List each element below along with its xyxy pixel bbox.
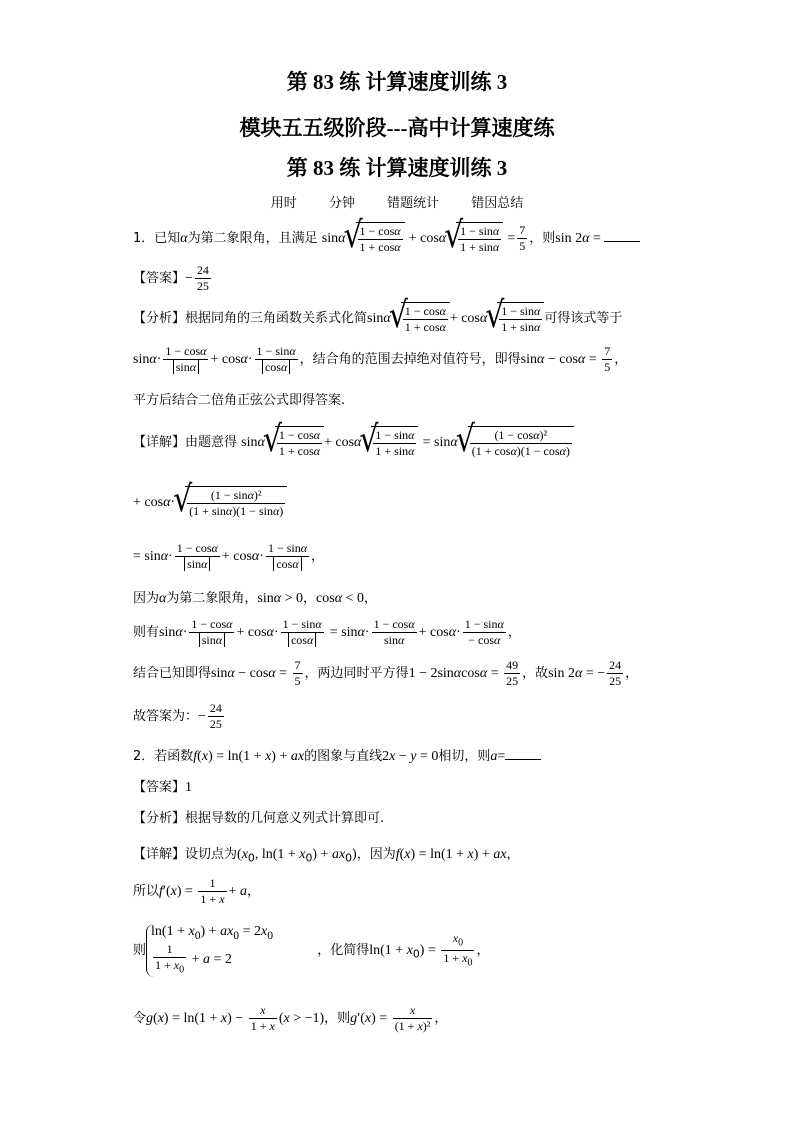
q2-detail-line4: 令g(x) = ln(1 + x) − $\frac{x}{1 + x}$ (x > −1)，则g′(x) = $\frac{x}{\text{(1 + x)²}}$ ， (133, 1003, 448, 1033)
q1-analysis-line3: 平方后结合二倍角正弦公式即得答案. (133, 393, 346, 408)
q1-combine: 结合已知即得 (133, 666, 212, 681)
detail-tag: 【详解】 (133, 847, 186, 862)
q2-detail-line2: 所以f′(x) = $\frac{1}{1 + x}$ + a， (133, 876, 260, 906)
q1-square-both: ，两边同时平方得 (304, 666, 409, 681)
q1-answer: 【答案】− $\frac{24}{25}$ (133, 263, 209, 293)
q1-analysis-text3: ，结合角的范围去掉绝对值符号，即得 (299, 352, 521, 367)
q1-stem-mid: 为第二象限角，且满足 (187, 231, 318, 246)
analysis-tag: 【分析】 (133, 311, 186, 326)
q1-detail-line5: 则有sinα· $\frac{1 - \cos\alpha}{\sin\alpha}$ + cosα· $\frac{1 - \sin\alpha}{\cos\alpha}$ = sinα· $\frac{1 - \cos\alpha}{\sin\alpha}$ + cosα· $\frac{1 - \sin\alpha}{- \cos\alpha}$ ， (133, 617, 521, 647)
analysis-tag: 【分析】 (133, 811, 186, 826)
q2-answer (133, 776, 192, 796)
q1-then-have: 则有 (133, 625, 160, 640)
q1-because: 因为 (133, 591, 160, 606)
q1-answer-blank (604, 229, 640, 242)
q1-because-rest: 为第二象限角， (166, 591, 258, 606)
q1-analysis-text1: 根据同角的三角函数关系式化简 (185, 311, 368, 326)
stats-time: 用时 (270, 196, 297, 211)
q2-analysis (133, 807, 384, 826)
q2-stem-prefix: 2．若函数 (133, 749, 194, 764)
q2-answer-blank (505, 747, 541, 760)
q1-detail-line4: 因为α为第二象限角，sinα > 0，cosα < 0， (133, 591, 377, 606)
q2-so: 所以 (133, 884, 160, 899)
q1-detail-text1: 由题意得 (185, 435, 238, 450)
answer-tag: 【答案】 (133, 271, 186, 286)
q1-final-text: 故答案为： (133, 709, 199, 724)
equation-system: $\ln(1 + x_0) + ax_0 = 2x_0$ $\frac{1}{1 + x_0}$ + a = 2 (146, 924, 273, 977)
q2-detail-line1: 【详解】设切点为($x_0$, $\ln(1 + x_0) + ax_0$)，因为f(x) = ln(1 + x) + ax， (133, 847, 520, 865)
q1-analysis-line1: 【分析】根据同角的三角函数关系式化简sinα √ $\frac{1 - \cos\alpha}{1 + \cos\alpha}$ + cosα √ $\frac{1 - \sin\alpha}{1 + \sin\alpha}$ 可得该式等于 (133, 302, 622, 335)
q2-stem: 2．若函数f(x) = ln(1 + x) + ax的图象与直线2x − y = 0相切，则a= (133, 745, 541, 765)
q1-therefore: ，故 (522, 666, 549, 681)
q2-then: 则 (133, 943, 147, 959)
q1-final: 故答案为：− $\frac{24}{25}$ (133, 701, 222, 731)
q1-detail-line3: = sinα· $\frac{1 - \cos\alpha}{\sin\alpha}$ + cosα· $\frac{1 - \sin\alpha}{\cos\alpha}$ ， (133, 541, 325, 571)
q1-detail-line1: 【详解】由题意得 sinα √ $\frac{1 - \cos\alpha}{1 + \cos\alpha}$ + cosα √ $\frac{1 - \sin\alpha}{1 + \sin\alpha}$ = sinα √ $\frac{\text{(1 − cosα)²}}{(1 + \cos\alpha)(1 - \cos\alpha)}$ (133, 426, 574, 459)
stats-row (0, 192, 794, 211)
stats-causes: 错因总结 (471, 196, 524, 211)
module-heading: 模块五五级阶段---高中计算速度练 (239, 116, 555, 140)
q1-analysis-text2: 可得该式等于 (544, 311, 623, 326)
q2-stem-end: 相切，则 (438, 749, 491, 764)
q2-let: 令 (133, 1011, 147, 1026)
answer-tag: 【答案】 (133, 780, 186, 795)
q2-then2: ，则 (324, 1011, 351, 1026)
q1-stem-prefix: 1．已知 (133, 231, 181, 246)
q2-simplify: ，化简得 (317, 943, 370, 959)
stats-minutes: 分钟 (328, 196, 355, 211)
q2-detail-text1: 设切点为 (185, 847, 238, 862)
q1-stem-then: ，则 (529, 231, 556, 246)
q2-detail-text2: ，因为 (356, 847, 396, 862)
stats-errors: 错题统计 (387, 196, 440, 211)
q1-analysis-line2: sinα· $\frac{1 - \cos\alpha}{\sin\alpha}$ + cosα· $\frac{1 - \sin\alpha}{\cos\alpha}$ ，结合角的范围去掉绝对值符号，即得sinα − cosα = $\frac{7}{5}$ ， (133, 344, 628, 374)
q2-stem-mid: 的图象与直线 (304, 749, 383, 764)
page-title: 第 83 练 计算速度训练 3 (286, 70, 508, 94)
q1-detail-line6: 结合已知即得sinα − cosα = $\frac{7}{5}$ ，两边同时平方得1 − 2sinαcosα = $\frac{49}{25}$ ，故sin 2α = − $\frac{24}{25}$ ， (133, 658, 639, 688)
q2-answer-value: 1 (185, 780, 193, 795)
section-heading: 第 83 练 计算速度训练 3 (286, 156, 508, 180)
q1-detail-line2: + cosα· √ $\frac{\text{(1 − sinα)²}}{(1 + \sin\alpha)(1 - \sin\alpha)}$ (133, 486, 287, 519)
q2-analysis-text: 根据导数的几何意义列式计算即可. (185, 811, 385, 826)
q2-detail-line3: 则 $\ln(1 + x_0) + ax_0 = 2x_0$ $\frac{1}{1 + x_0}$ + a = 2 ，化简得$\ln(1 + x_0)$ = $\frac{x_0}{1 + x_0}$ ， (133, 924, 490, 976)
detail-tag: 【详解】 (133, 435, 186, 450)
q1-stem: 1．已知α为第二象限角，且满足 sinα √ $\frac{1 - \cos\alpha}{1 + \cos\alpha}$ + cosα √ $\frac{1 - \sin\alpha}{1 + \sin\alpha}$ = $\frac{7}{5}$ ，则sin 2α = (133, 222, 640, 255)
